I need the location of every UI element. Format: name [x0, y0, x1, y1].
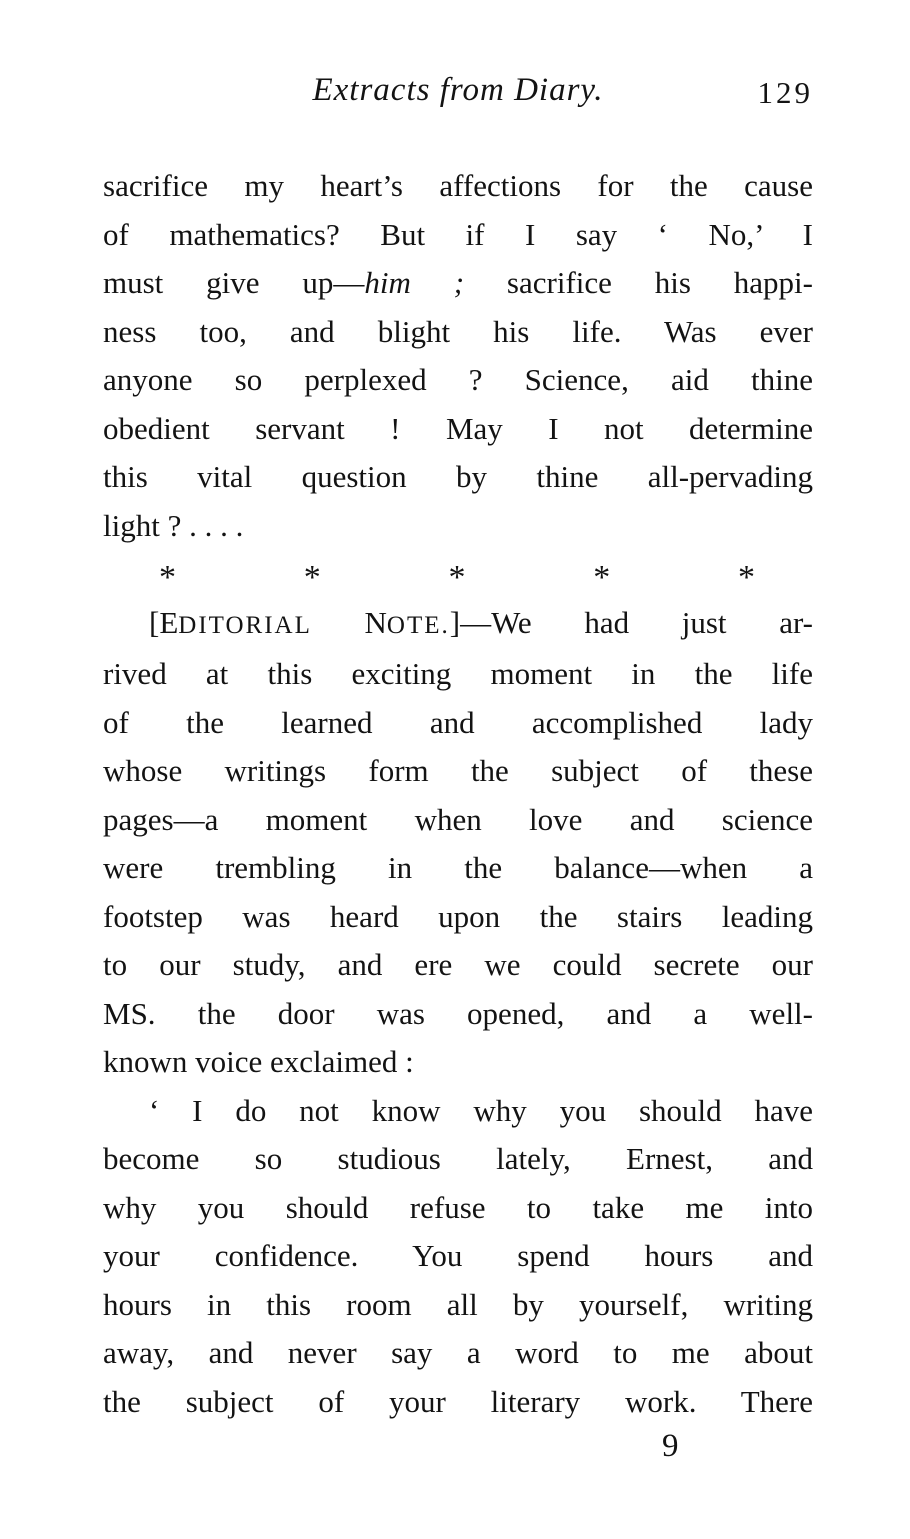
text-segment: become so studious lately, Ernest, and	[103, 1141, 813, 1176]
text-line	[103, 356, 813, 405]
page-number: 129	[757, 75, 813, 110]
text-segment: of mathematics? But if I say ‘ No,’ I	[103, 216, 813, 252]
text-line	[103, 599, 813, 651]
running-title: Extracts from Diary.	[312, 72, 604, 108]
text-line	[103, 699, 813, 748]
text-line	[103, 1329, 813, 1378]
text-segment: sacrifice my heart’s affections for the cause	[103, 168, 813, 203]
text-segment: the subject of your literary work. There	[103, 1383, 813, 1419]
page-header	[103, 72, 813, 118]
paragraph-editorial-note	[103, 599, 813, 1087]
text-line	[103, 308, 813, 357]
asterisk-icon: *	[448, 559, 466, 597]
text-line	[103, 405, 813, 454]
text-line	[103, 1378, 813, 1427]
text-column	[103, 162, 813, 1426]
text-segment: known voice exclaimed :	[103, 1044, 414, 1079]
text-segment: whose writings form the subject of these	[103, 753, 813, 788]
text-segment: of the learned and accomplished lady	[103, 704, 813, 740]
asterisk-icon: *	[738, 559, 755, 597]
text-segment: ]—We had just ar-	[449, 604, 814, 640]
text-line	[103, 1087, 813, 1136]
text-segment: must give up—	[103, 265, 365, 300]
text-segment: ness too, and blight his life. Was ever	[103, 313, 813, 349]
text-line	[103, 1038, 813, 1087]
text-line	[103, 1135, 813, 1184]
text-line	[103, 893, 813, 942]
text-line	[103, 1281, 813, 1330]
text-segment: N	[311, 604, 387, 640]
text-line	[103, 453, 813, 502]
text-segment: to our study, and ere we could secrete our	[103, 947, 813, 982]
text-segment: footstep was heard upon the stairs leading	[103, 898, 813, 934]
asterisk-icon: *	[303, 559, 321, 597]
text-segment: away, and never say a word to me about	[103, 1335, 813, 1370]
text-line	[103, 1184, 813, 1233]
text-segment: your confidence. You spend hours and	[103, 1238, 813, 1273]
text-segment: this vital question by thine all-pervading	[103, 459, 813, 494]
text-segment: pages—a moment when love and science	[103, 801, 813, 837]
asterisk-separator	[103, 550, 813, 599]
text-segment: rived at this exciting moment in the life	[103, 656, 813, 691]
text-line	[103, 259, 813, 308]
italic-text: him ;	[364, 265, 465, 300]
asterisk-icon: *	[593, 559, 611, 597]
text-line	[103, 844, 813, 893]
text-segment: anyone so perplexed ? Science, aid thine	[103, 362, 813, 397]
text-segment: [E	[149, 604, 179, 640]
text-segment: light ? . . . .	[103, 507, 244, 543]
text-segment: were trembling in the balance—when a	[103, 850, 813, 885]
signature-mark: 9	[662, 1428, 679, 1464]
text-segment: why you should refuse to take me into	[103, 1189, 813, 1225]
text-segment: obedient servant ! May I not determine	[103, 410, 813, 446]
text-segment: sacrifice his happi-	[464, 265, 813, 300]
text-segment: ‘ I do not know why you should have	[149, 1092, 813, 1128]
text-line	[103, 211, 813, 260]
text-line	[103, 941, 813, 990]
text-line	[103, 502, 813, 551]
paragraph-dialogue	[103, 1087, 813, 1427]
text-segment: hours in this room all by yourself, writing	[103, 1286, 813, 1322]
text-segment: MS. the door was opened, and a well-	[103, 995, 813, 1031]
text-line	[103, 650, 813, 699]
text-line	[103, 747, 813, 796]
text-line	[103, 796, 813, 845]
small-caps-text: DITORIAL	[178, 611, 312, 639]
paragraph-diary-continuation	[103, 162, 813, 550]
text-line	[103, 1232, 813, 1281]
text-line	[103, 162, 813, 211]
small-caps-text: OTE.	[386, 611, 450, 639]
text-line	[103, 990, 813, 1039]
asterisk-icon: *	[159, 559, 176, 597]
